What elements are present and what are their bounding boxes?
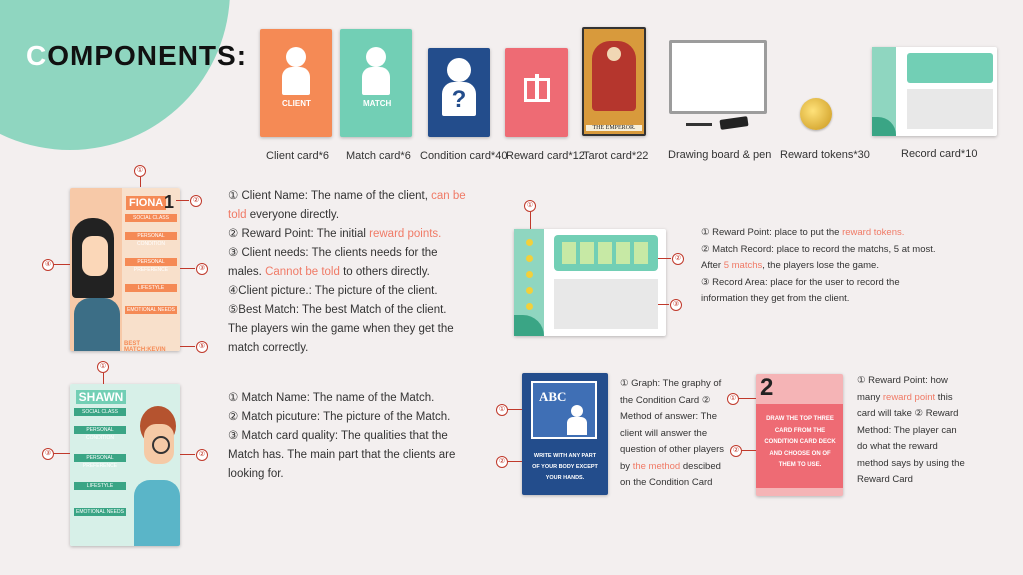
match-body [134, 480, 180, 546]
match-row: EMOTIONAL NEEDS [74, 508, 126, 516]
drawing-board-label: Drawing board & pen [668, 149, 772, 161]
person-icon [366, 47, 386, 67]
reward-card-description: ① Reward Point: how many reward point this card will take ② Reward Method: The player can do what the reward method says by using the Reward Card [857, 375, 965, 485]
reward-point-dot [526, 287, 533, 294]
marker-2: ② [730, 445, 742, 457]
match-card-image [340, 29, 412, 137]
client-row: PERSONAL PREFERENCE [125, 258, 177, 266]
drawing-board-image [669, 40, 767, 114]
match-row: PERSONAL PREFERENCE [74, 454, 126, 462]
client-face [82, 236, 108, 276]
client-card-description: ① Client Name: The name of the client, can be told everyone directly. ② Reward Point: The initial reward points. ③ Client needs: The clients needs for the males. Cannot be told to others directly. ④Client picture.: The picture of the client. ⑤Best Match: The best Match of the client. The players win the game when they get the match correctly. [228, 190, 466, 354]
pen-icon [686, 123, 712, 126]
client-best-match: BEST MATCH:KEVIN [124, 341, 166, 351]
match-row: LIFESTYLE [74, 482, 126, 490]
person-icon [571, 405, 583, 417]
emperor-face [607, 47, 621, 61]
marker-1: ① [134, 165, 146, 177]
decorative-circle [0, 0, 230, 150]
tarot-card-text: THE EMPEROR. [586, 125, 642, 131]
reward-method-text: DRAW THE TOP THREE CARD FROM THE CONDITION CARD DECK AND CHOOSE ON OF THEM TO USE. [764, 416, 836, 468]
reward-token-icon [800, 98, 832, 130]
reward-point-dot [526, 239, 533, 246]
person-body-icon [282, 67, 310, 95]
client-reward-point: 1 [164, 192, 175, 212]
match-row: SOCIAL CLASS [74, 408, 126, 416]
marker-3: ③ [670, 299, 682, 311]
reward-card-image [505, 48, 568, 137]
condition-card-detail [522, 373, 608, 495]
reward-card-detail [756, 374, 843, 496]
marker-2: ② [190, 195, 202, 207]
match-card-description: ① Match Name: The name of the Match. ② Match picuture: The picture of the Match. ③ Match card quality: The qualities that the Match has. The main part that the clients are looking for. [228, 392, 456, 480]
match-row: PERSONAL CONDITION [74, 426, 126, 434]
page-title: COMPONENTS: [26, 40, 248, 71]
marker-1: ① [524, 200, 536, 212]
record-card-detail [514, 229, 666, 336]
record-card-label: Record card*10 [901, 148, 978, 160]
condition-card-image [428, 48, 490, 137]
client-row: PERSONAL CONDITION [125, 232, 177, 240]
reward-point-number: 2 [760, 374, 774, 401]
person-icon [286, 47, 306, 67]
question-body-icon: ? [442, 82, 476, 116]
record-card-image [872, 47, 997, 136]
abc-text: ABC [539, 389, 567, 404]
marker-1: ① [496, 404, 508, 416]
condition-method-text: WRITE WITH ANY PART OF YOUR BODY EXCEPT YOUR HANDS. [532, 453, 598, 481]
client-card-text: CLIENT [282, 99, 311, 108]
marker-1: ① [727, 393, 739, 405]
marker-2: ② [196, 449, 208, 461]
eraser-icon [719, 116, 748, 130]
marker-4: ④ [42, 259, 54, 271]
marker-5: ⑤ [196, 341, 208, 353]
marker-1: ① [97, 361, 109, 373]
client-body [74, 298, 120, 351]
tarot-card-label: Tarot card*22 [583, 150, 649, 162]
record-card-description: ① Reward Point: place to put the reward tokens. ② Match Record: place to record the matchs, 5 at most. After 5 matchs, the players lose the game. ③ Record Area: place for the user to record the information they get from the client. [701, 227, 936, 304]
graph-icon [531, 381, 597, 439]
client-row: LIFESTYLE [125, 284, 177, 292]
marker-3: ③ [196, 263, 208, 275]
gift-ribbon [535, 74, 539, 102]
client-card-detail [70, 188, 180, 351]
client-name: FIONA [126, 196, 166, 210]
match-card-label: Match card*6 [346, 150, 411, 162]
client-card-label: Client card*6 [266, 150, 329, 162]
person-head-icon [447, 58, 471, 82]
client-row: SOCIAL CLASS [125, 214, 177, 222]
tarot-card-image [582, 27, 646, 136]
match-card-detail [70, 384, 180, 546]
reward-tokens-label: Reward tokens*30 [780, 149, 870, 161]
record-area [554, 279, 658, 329]
client-row: EMOTIONAL NEEDS [125, 306, 177, 314]
match-card-text: MATCH [363, 99, 392, 108]
person-body-icon [567, 417, 587, 435]
match-glasses-icon [152, 436, 170, 454]
marker-2: ② [496, 456, 508, 468]
marker-2: ② [672, 253, 684, 265]
match-name: SHAWN [76, 390, 126, 404]
reward-card-label: Reward card*12 [506, 150, 585, 162]
reward-point-dot [526, 255, 533, 262]
client-card-image [260, 29, 332, 137]
reward-point-dot [526, 271, 533, 278]
reward-point-dot [526, 303, 533, 310]
person-body-icon [362, 67, 390, 95]
condition-card-description: ① Graph: The graphy of the Condition Card ② Method of answer: The client will answer the question of other players by the method descibed on the Condition Card [620, 378, 725, 488]
marker-3: ③ [42, 448, 54, 460]
condition-card-label: Condition card*40 [420, 150, 508, 162]
